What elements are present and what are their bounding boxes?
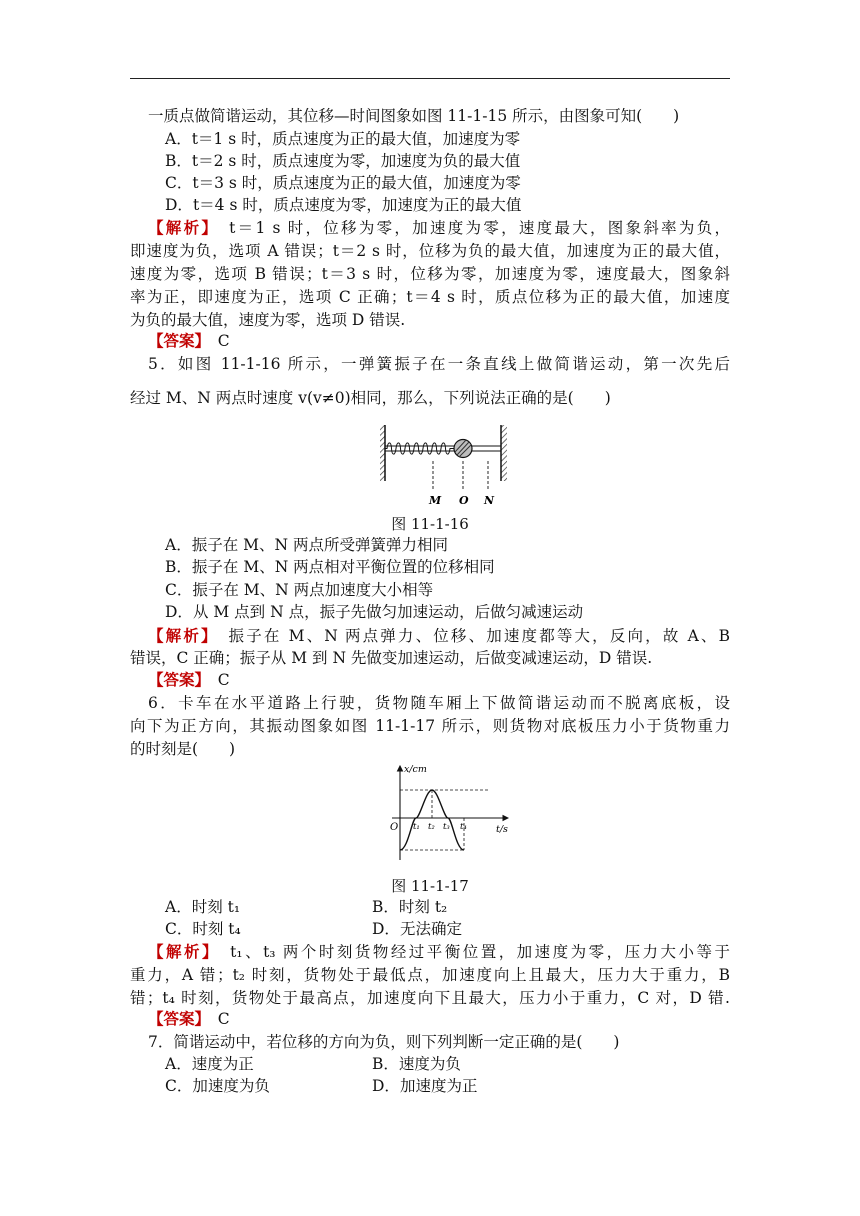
figure-caption-11-1-16: 图 11-1-16 xyxy=(391,515,469,533)
q6-option-d: D．无法确定 xyxy=(372,920,462,938)
q6-option-c: C．时刻 t₄ xyxy=(165,920,241,938)
q7-option-a: A．速度为正 xyxy=(165,1055,254,1073)
spring xyxy=(385,443,454,454)
q7-stem: 7．简谐运动中，若位移的方向为负，则下列判断一定正确的是( ) xyxy=(148,1033,620,1051)
oscillator-ball xyxy=(454,440,472,458)
label-m: M xyxy=(429,494,442,507)
label-o: O xyxy=(459,494,469,507)
analysis-tag: 【解析】 xyxy=(148,942,213,961)
q5-analysis-line-2: 错误，C 正确；振子从 M 到 N 先做变加速运动，后做变减速运动，D 错误. xyxy=(130,649,653,667)
q6-stem-line-1: 6．卡车在水平道路上行驶，货物随车厢上下做简谐运动而不脱离底板，设 xyxy=(148,694,730,712)
q4-analysis-line-4: 率为正，即速度为正，选项 C 正确；t＝4 s 时，质点位移为正的最大值，加速度 xyxy=(130,288,730,306)
vibration-curve xyxy=(400,790,464,850)
q5-answer: 【答案】 C xyxy=(148,670,230,689)
answer-tag: 【答案】 xyxy=(148,670,203,689)
q5-option-b: B．振子在 M、N 两点相对平衡位置的位移相同 xyxy=(165,558,495,576)
q4-stem: 一质点做简谐运动，其位移—时间图象如图 11-1-15 所示，由图象可知( ) xyxy=(148,107,680,125)
tick-t1: t₁ xyxy=(413,822,420,832)
header-rule xyxy=(130,78,730,79)
analysis-tag: 【解析】 xyxy=(148,626,211,645)
q5-option-c: C．振子在 M、N 两点加速度大小相等 xyxy=(165,581,434,599)
q6-answer: 【答案】 C xyxy=(148,1009,230,1028)
q4-analysis-line-2: 即速度为负，选项 A 错误；t＝2 s 时，位移为负的最大值，加速度为正的最大值， xyxy=(130,242,730,260)
q4-analysis-line-5: 为负的最大值，速度为零，选项 D 错误. xyxy=(130,311,406,329)
q5-stem-line-2: 经过 M、N 两点时速度 v(v≠0)相同，那么，下列说法正确的是( ) xyxy=(130,389,611,407)
q4-option-d: D．t＝4 s 时，质点速度为零，加速度为正的最大值 xyxy=(165,196,522,214)
q5-stem-line-1: 5．如图 11-1-16 所示，一弹簧振子在一条直线上做简谐运动，第一次先后 xyxy=(148,355,730,373)
q4-option-b: B．t＝2 s 时，质点速度为零，加速度为负的最大值 xyxy=(165,152,521,170)
right-wall xyxy=(501,425,507,481)
figure-caption-11-1-17: 图 11-1-17 xyxy=(391,877,469,895)
q6-analysis-line-3: 错；t₄ 时刻，货物处于最高点，加速度向下且最大，压力小于重力，C 对，D 错. xyxy=(130,989,730,1007)
q6-option-b: B．时刻 t₂ xyxy=(372,898,448,916)
label-n: N xyxy=(484,494,495,507)
q5-option-d: D．从 M 点到 N 点，振子先做匀加速运动，后做匀减速运动 xyxy=(165,603,584,621)
q6-stem-line-3: 的时刻是( ) xyxy=(130,740,236,758)
q7-option-b: B．速度为负 xyxy=(372,1055,461,1073)
q5-option-a: A．振子在 M、N 两点所受弹簧弹力相同 xyxy=(165,536,448,554)
q4-analysis-line-1: 【解析】 t＝1 s 时，位移为零，加速度为零，速度最大，图象斜率为负， xyxy=(148,218,730,237)
q6-option-a: A．时刻 t₁ xyxy=(165,898,241,916)
vibration-graph-figure xyxy=(378,760,518,864)
q6-analysis-line-1: 【解析】 t₁、t₃ 两个时刻货物经过平衡位置，加速度为零，压力大小等于 xyxy=(148,942,730,961)
x-axis-label: t/s xyxy=(496,824,508,835)
answer-tag: 【答案】 xyxy=(148,1009,203,1028)
q7-option-d: D．加速度为正 xyxy=(372,1077,478,1095)
q4-answer: 【答案】 C xyxy=(148,331,230,350)
y-axis-label: x/cm xyxy=(404,764,427,775)
spring-oscillator-figure xyxy=(375,423,515,509)
q5-analysis-line-1: 【解析】 振子在 M、N 两点弹力、位移、加速度都等大，反向，故 A、B xyxy=(148,626,730,645)
q6-analysis-line-2: 重力，A 错；t₂ 时刻，货物处于最低点，加速度向上且最大，压力大于重力，B xyxy=(130,966,730,984)
q4-option-c: C．t＝3 s 时，质点速度为正的最大值，加速度为零 xyxy=(165,174,521,192)
tick-t4: t₄ xyxy=(460,822,467,832)
q6-stem-line-2: 向下为正方向，其振动图象如图 11-1-17 所示，则货物对底板压力小于货物重力 xyxy=(130,717,730,735)
q4-analysis-line-3: 速度为零，选项 B 错误；t＝3 s 时，位移为零，加速度为零，速度最大，图象斜 xyxy=(130,265,730,283)
analysis-tag: 【解析】 xyxy=(148,218,212,237)
tick-t3: t₃ xyxy=(443,822,450,832)
q7-option-c: C．加速度为负 xyxy=(165,1077,270,1095)
origin-label: O xyxy=(390,822,399,833)
q4-option-a: A．t＝1 s 时，质点速度为正的最大值，加速度为零 xyxy=(165,130,521,148)
answer-tag: 【答案】 xyxy=(148,331,203,350)
tick-t2: t₂ xyxy=(428,822,435,832)
